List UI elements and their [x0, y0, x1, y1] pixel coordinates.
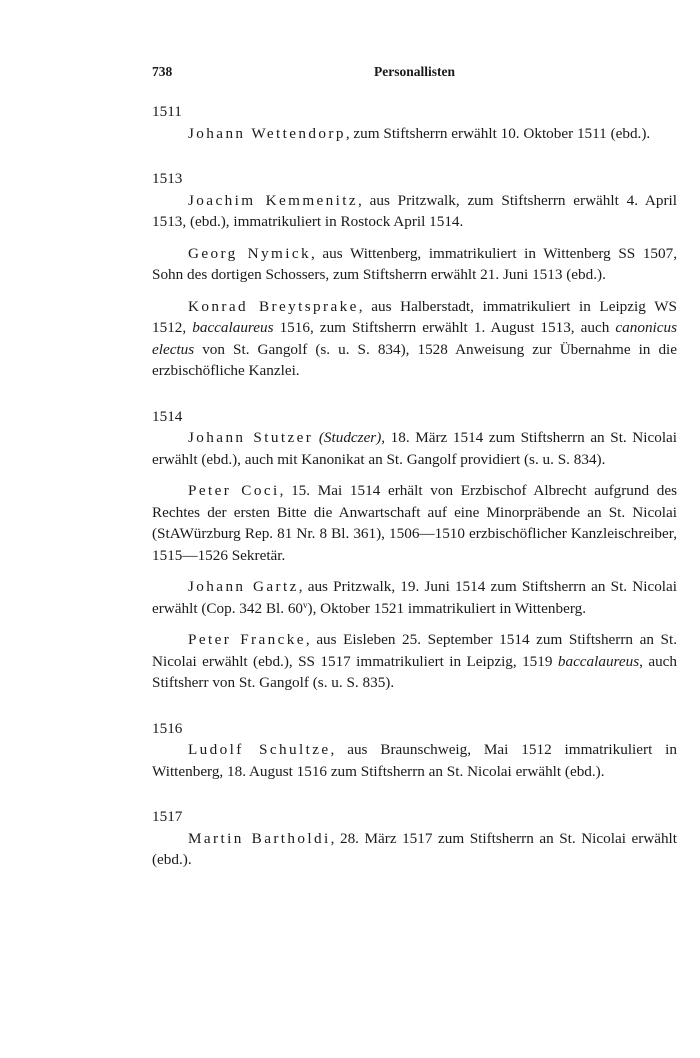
- person-name: Ludolf Schultze: [188, 741, 331, 758]
- year-heading: 1516: [152, 719, 183, 737]
- entry-text: , 18. März 1514 zum Stiftsherrn an St. Nicolai erwählt (ebd.), auch mit Kanonikat an St. Gangolf providiert (s. u. S. 834).: [152, 429, 678, 468]
- year-heading: 1517: [152, 808, 183, 825]
- year-heading: 1511: [152, 103, 182, 120]
- entry-text: , aus Braunschweig, Mai 1512 immatrikuliert in Wittenberg, 18. August 1516 zum Stiftsherrn an St. Nicolai erwählt (ebd.).: [152, 741, 677, 780]
- entry-text: , 15. Mai 1514 erhält von Erzbischof Albrecht aufgrund des Rechtes der ersten Bitte die Anwartschaft auf eine Minorpräbende an St. Nicolai (StAWürzburg Rep. 81 Nr. 8 Bl. 361), 1506—1510 erzbischöflicher Kanzleischreiber, 1515—1526 Sekretär.: [152, 482, 678, 564]
- person-entry: [152, 739, 677, 782]
- entry-text: , zum Stiftsherrn erwählt 10. Oktober 1511 (ebd.).: [345, 124, 651, 142]
- entry-text: , aus Pritzwalk, 19. Juni 1514 zum Stiftsherrn an St. Nicolai erwählt (Cop. 342 Bl. 60: [152, 578, 677, 617]
- entry-text: , aus Wittenberg, immatrikuliert in Wittenberg SS 1507, Sohn des dortigen Schossers, zum Stiftsherrn erwählt 21. Juni 1513 (ebd.).: [152, 244, 677, 283]
- person-name: Georg Nymick: [188, 244, 312, 262]
- entry-text: , aus Halberstadt, immatrikuliert in Leipzig WS 1512,: [152, 297, 677, 336]
- entry-text: 1516, zum Stiftsherrn erwählt 1. August 1513, auch: [273, 319, 616, 336]
- italic-term: baccalaureus: [192, 319, 274, 336]
- page-header: [152, 64, 677, 82]
- person-entry: [152, 427, 677, 470]
- year-heading: 1513: [152, 170, 183, 187]
- italic-term: (Studczer): [318, 429, 382, 446]
- entry-text: , aus Eisleben 25. September 1514 zum Stiftsherrn an St. Nicolai erwählt (ebd.), SS 1517 immatrikuliert in Leipzig, 1519: [152, 631, 677, 670]
- person-entry: [152, 243, 677, 286]
- superscript: v: [303, 599, 308, 610]
- running-head: Personallisten: [374, 64, 455, 79]
- person-entry: [152, 296, 677, 382]
- person-name: Peter Francke: [188, 631, 306, 648]
- entry-text: , 28. März 1517 zum Stiftsherrn an St. Nicolai erwählt (ebd.).: [152, 829, 677, 868]
- person-name: Johann Gartz: [188, 578, 299, 595]
- year-section: [152, 101, 677, 144]
- person-name: Johann Stutzer: [188, 429, 314, 446]
- entry-text: ), Oktober 1521 immatrikuliert in Wittenberg.: [307, 599, 586, 617]
- italic-term: canonicus electus: [152, 319, 678, 358]
- person-name: Martin Bartholdi: [188, 829, 331, 847]
- person-name: Konrad Breytsprake: [188, 297, 359, 315]
- year-section: [152, 406, 677, 694]
- person-entry: [152, 576, 677, 619]
- person-entry: [152, 480, 677, 566]
- year-section: [152, 168, 677, 382]
- entry-text: , auch Stiftsherr von St. Gangolf (s. u. S. 835).: [152, 652, 678, 691]
- year-section: [152, 718, 677, 783]
- entry-text: von St. Gangolf (s. u. S. 834), 1528 Anweisung zur Übernahme in die erzbischöfliche Kanzlei.: [152, 340, 677, 379]
- year-section: [152, 806, 677, 871]
- page-body: [152, 101, 677, 895]
- person-entry: [152, 629, 677, 694]
- person-entry: [152, 123, 677, 145]
- person-name: Johann Wettendorp: [188, 124, 346, 142]
- page-number: 738: [152, 64, 173, 79]
- year-heading: 1514: [152, 407, 183, 425]
- person-name: Joachim Kemmenitz: [188, 191, 359, 209]
- entry-text: , aus Pritzwalk, zum Stiftsherrn erwählt 4. April 1513, (ebd.), immatrikuliert in Rostock April 1514.: [152, 191, 677, 230]
- person-name: Peter Coci: [188, 482, 280, 499]
- person-entry: [152, 190, 677, 233]
- italic-term: baccalaureus: [557, 652, 640, 670]
- person-entry: [152, 828, 677, 871]
